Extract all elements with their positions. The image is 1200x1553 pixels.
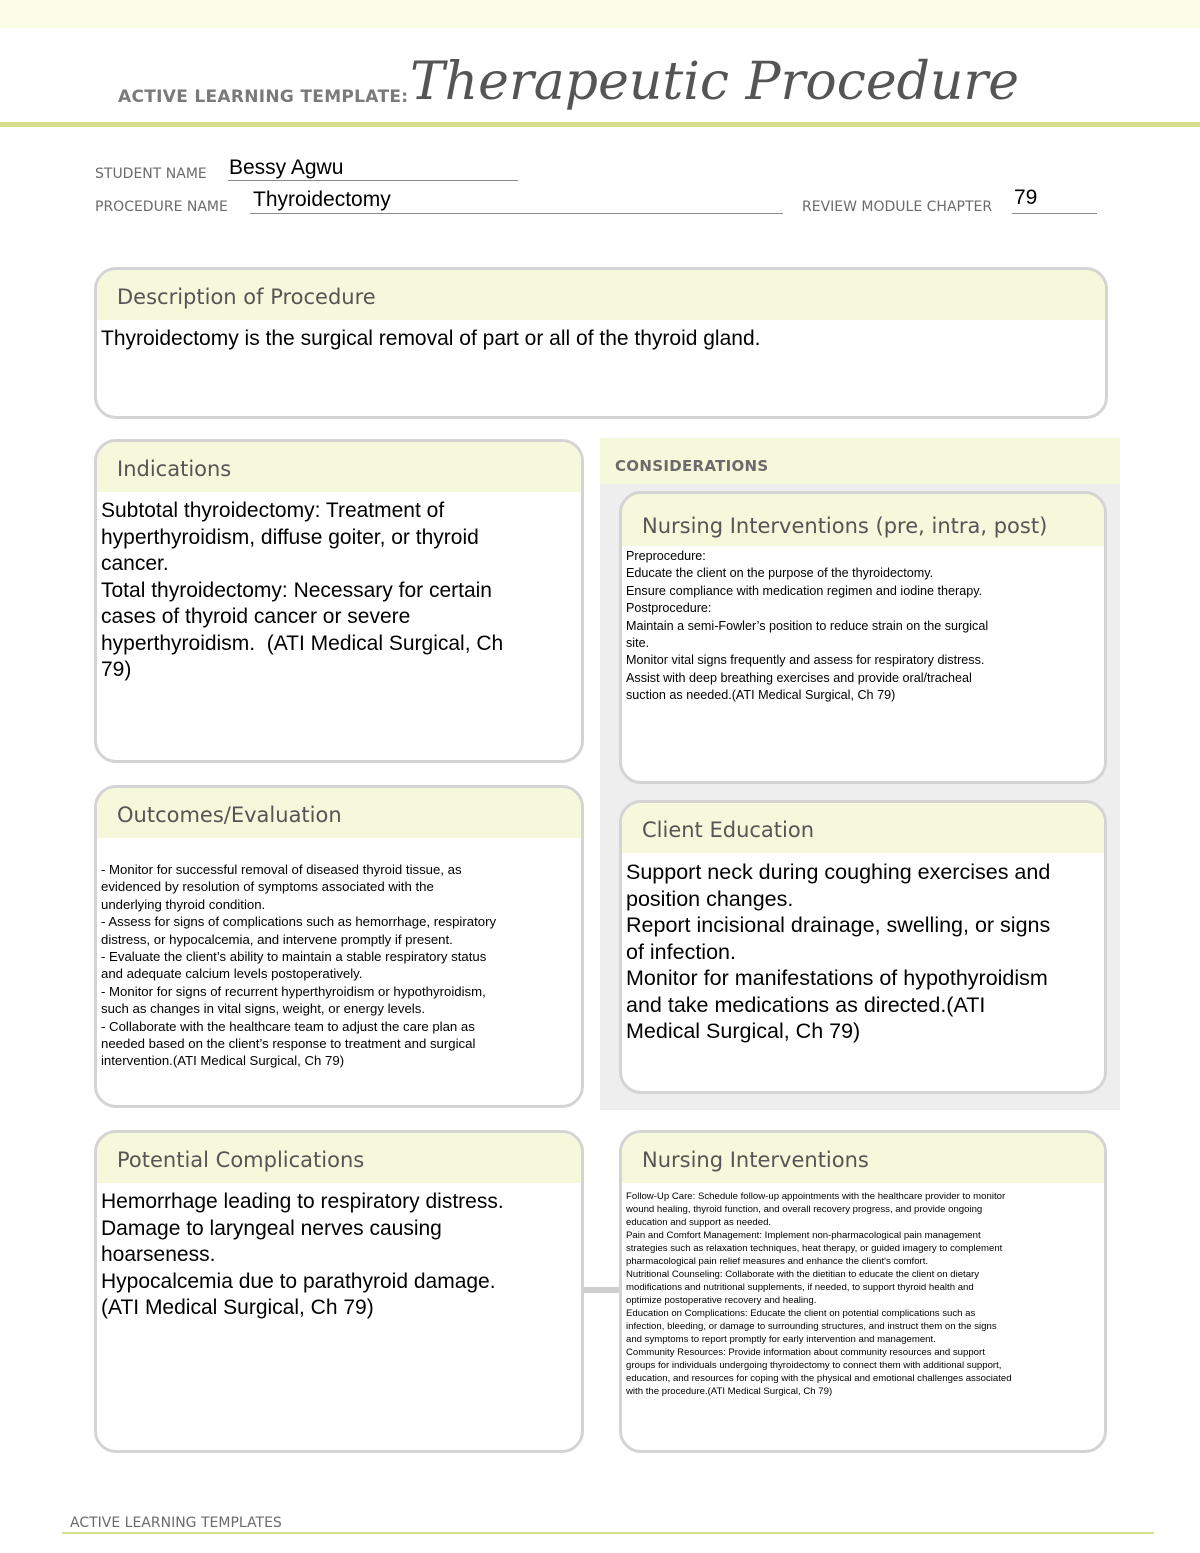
indications-heading: Indications: [97, 442, 581, 492]
client-education-heading: Client Education: [622, 803, 1104, 853]
text-line: Ensure compliance with medication regimen and iodine therapy.: [626, 583, 983, 598]
indications-text[interactable]: [97, 492, 581, 684]
text-line: Monitor for manifestations of hypothyroidism: [626, 966, 1048, 990]
indications-box: [94, 439, 584, 763]
text-line: - Monitor for signs of recurrent hyperthyroidism or hypothyroidism,: [101, 983, 486, 999]
footer-divider: [62, 1532, 1154, 1534]
client-education-box: [619, 800, 1107, 1094]
text-line: and take medications as directed.(ATI: [626, 992, 986, 1017]
text-line: Support neck during coughing exercises and: [626, 860, 1051, 884]
outcomes-heading: Outcomes/Evaluation: [97, 788, 581, 838]
text-line: intervention.(ATI Medical Surgical, Ch 79): [101, 1053, 345, 1069]
text-line: Subtotal thyroidectomy: Treatment of: [101, 499, 445, 522]
complications-text[interactable]: [97, 1183, 581, 1322]
text-line: (ATI Medical Surgical, Ch 79): [101, 1296, 374, 1319]
header-divider: [0, 122, 1200, 127]
text-line: strategies such as relaxation techniques, heat therapy, or guided imagery to complement: [626, 1243, 1003, 1254]
text-line: Follow-Up Care: Schedule follow-up appointments with the healthcare provider to monitor: [626, 1191, 1006, 1202]
text-line: pharmacological pain relief measures and enhance the client's comfort.: [626, 1256, 929, 1267]
text-line: Hypocalcemia due to parathyroid damage.: [101, 1269, 496, 1293]
description-box: [94, 267, 1108, 419]
text-line: Education on Complications: Educate the client on potential complications such as: [626, 1308, 976, 1319]
text-line: Postprocedure:: [626, 601, 712, 616]
description-text[interactable]: Thyroidectomy is the surgical removal of part or all of the thyroid gland.: [101, 327, 761, 350]
text-line: Hemorrhage leading to respiratory distress.: [101, 1190, 504, 1213]
client-education-text[interactable]: [622, 853, 1104, 1045]
review-module-line: [1012, 213, 1097, 214]
text-line: Pain and Comfort Management: Implement non-pharmacological pain management: [626, 1230, 981, 1241]
nursing-interventions-heading: Nursing Interventions: [622, 1133, 1104, 1183]
text-line: cancer.: [101, 552, 169, 575]
text-line: cases of thyroid cancer or severe: [101, 605, 411, 628]
text-line: - Assess for signs of complications such as hemorrhage, respiratory: [101, 914, 497, 930]
nursing-interventions-pip-box: [619, 491, 1107, 784]
text-line: position changes.: [626, 886, 794, 911]
box-connector: [583, 1287, 621, 1293]
text-line: Educate the client on the purpose of the thyroidectomy.: [626, 566, 934, 581]
text-line: Damage to laryngeal nerves causing: [101, 1216, 442, 1240]
text-line: hyperthyroidism, diffuse goiter, or thyroid: [101, 525, 479, 549]
complications-heading: Potential Complications: [97, 1133, 581, 1183]
student-name-line: [228, 180, 518, 181]
text-line: 79): [101, 658, 132, 681]
complications-box: [94, 1130, 584, 1453]
review-module-chapter-field[interactable]: 79: [1014, 186, 1038, 209]
procedure-name-line: [250, 213, 783, 214]
student-name-label: STUDENT NAME: [95, 166, 207, 182]
text-line: Total thyroidectomy: Necessary for certain: [101, 578, 492, 602]
review-module-label: REVIEW MODULE CHAPTER: [802, 199, 993, 215]
text-line: suction as needed.(ATI Medical Surgical, Ch 79): [626, 688, 896, 703]
top-band: [0, 0, 1200, 28]
text-line: - Monitor for successful removal of diseased thyroid tissue, as: [101, 862, 462, 877]
text-line: groups for individuals undergoing thyroidectomy to connect them with additional support,: [626, 1360, 1002, 1371]
text-line: with the procedure.(ATI Medical Surgical, Ch 79): [626, 1386, 833, 1397]
text-line: Preprocedure:: [626, 549, 706, 563]
student-name-field[interactable]: Bessy Agwu: [229, 156, 344, 179]
text-line: hyperthyroidism. (ATI Medical Surgical, Ch: [101, 631, 504, 655]
text-line: Nutritional Counseling: Collaborate with the dietitian to educate the client on dietary: [626, 1269, 980, 1280]
text-line: hoarseness.: [101, 1243, 216, 1266]
text-line: education and support as needed.: [626, 1217, 772, 1228]
text-line: site.: [626, 636, 650, 651]
nursing-interventions-box: [619, 1130, 1107, 1453]
text-line: optimize postoperative recovery and healing.: [626, 1295, 817, 1306]
text-line: - Evaluate the client’s ability to maintain a stable respiratory status: [101, 949, 487, 965]
text-line: Report incisional drainage, swelling, or signs: [626, 913, 1051, 937]
considerations-label: CONSIDERATIONS: [615, 457, 769, 475]
description-heading: Description of Procedure: [97, 270, 1105, 320]
text-line: modifications and nutritional supplements, if needed, to support thyroid health and: [626, 1282, 974, 1293]
nursing-interventions-text[interactable]: [622, 1183, 1104, 1398]
text-line: needed based on the client’s response to treatment and surgical: [101, 1036, 476, 1052]
text-line: education, and resources for coping with the physical and emotional challenges associated: [626, 1373, 1012, 1384]
page-title: Therapeutic Procedure: [410, 52, 1019, 112]
text-line: underlying thyroid condition.: [101, 896, 266, 912]
procedure-name-field[interactable]: Thyroidectomy: [253, 188, 391, 211]
outcomes-text[interactable]: [97, 838, 581, 1070]
text-line: of infection.: [626, 939, 736, 964]
outcomes-box: [94, 785, 584, 1108]
text-line: Community Resources: Provide information about community resources and support: [626, 1347, 985, 1358]
text-line: evidenced by resolution of symptoms associated with the: [101, 879, 434, 895]
template-label: ACTIVE LEARNING TEMPLATE:: [118, 87, 409, 107]
text-line: wound healing, thyroid function, and overall recovery progress, and provide ongoing: [626, 1204, 983, 1215]
text-line: and symptoms to report promptly for early intervention and management.: [626, 1334, 936, 1345]
text-line: infection, bleeding, or damage to surrounding structures, and instruct them on the signs: [626, 1321, 997, 1332]
text-line: Medical Surgical, Ch 79): [626, 1019, 861, 1043]
text-line: Monitor vital signs frequently and assess for respiratory distress.: [626, 653, 985, 668]
text-line: distress, or hypocalcemia, and intervene promptly if present.: [101, 931, 453, 947]
text-line: such as changes in vital signs, weight, or energy levels.: [101, 1001, 425, 1017]
nursing-interventions-pip-heading: Nursing Interventions (pre, intra, post): [622, 494, 1104, 546]
footer-label: ACTIVE LEARNING TEMPLATES: [70, 1515, 282, 1531]
text-line: Maintain a semi-Fowler’s position to reduce strain on the surgical: [626, 618, 989, 633]
text-line: Assist with deep breathing exercises and provide oral/tracheal: [626, 670, 972, 685]
text-line: and adequate calcium levels postoperatively.: [101, 966, 363, 982]
nursing-interventions-pip-text[interactable]: [622, 546, 1104, 705]
text-line: - Collaborate with the healthcare team to adjust the care plan as: [101, 1018, 475, 1034]
procedure-name-label: PROCEDURE NAME: [95, 199, 228, 215]
